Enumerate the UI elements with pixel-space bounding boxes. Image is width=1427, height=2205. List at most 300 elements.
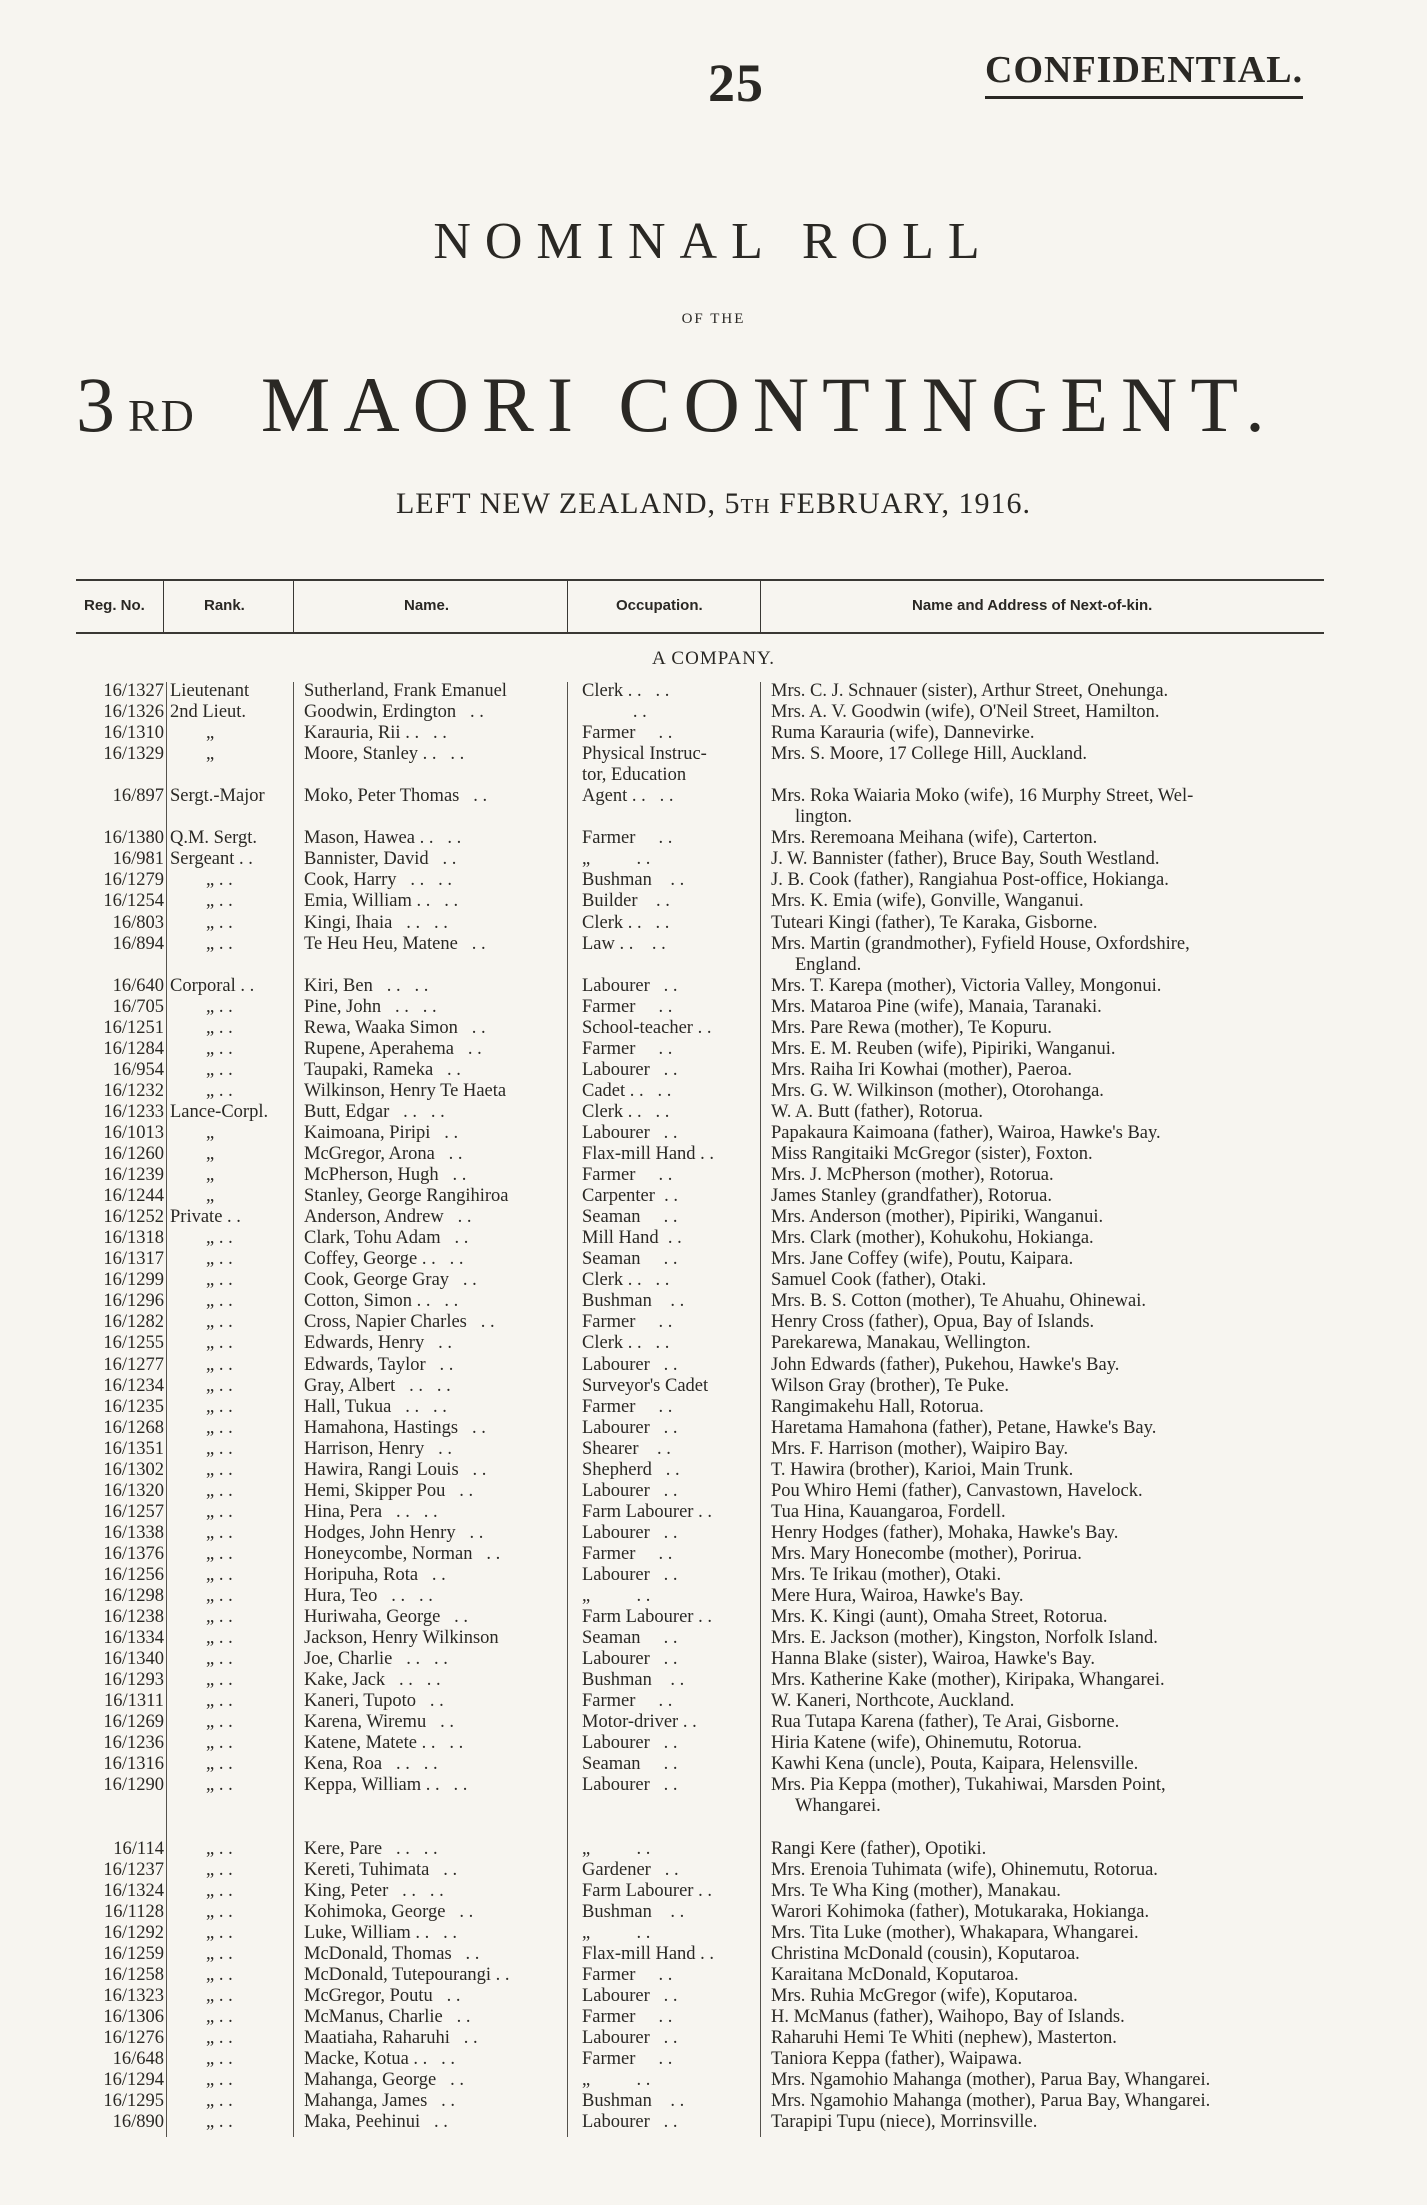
next-of-kin-cell-continuation: Whangarei.: [795, 1796, 881, 1817]
occupation-cell: [582, 1628, 742, 1649]
next-of-kin-cell: [771, 870, 1339, 891]
table-row: [0, 702, 1427, 723]
occupation-cell: [582, 1397, 742, 1418]
next-of-kin-cell-text: Christina McDonald (cousin), Koputaroa.: [771, 1943, 1080, 1964]
next-of-kin-cell: [771, 1270, 1339, 1291]
table-row: [0, 1754, 1427, 1775]
reg-number-cell: [72, 1460, 164, 1481]
rank-cell-text: „: [206, 1186, 215, 1207]
next-of-kin-cell-text: Taniora Keppa (father), Waipawa.: [771, 2049, 1023, 2069]
name-cell-text: Te Heu Heu, Matene . .: [304, 933, 486, 954]
rank-cell-text: Corporal . .: [170, 975, 255, 996]
rank-cell-text: „ . .: [206, 1901, 233, 1922]
occupation-cell: [582, 1881, 742, 1902]
name-cell-text: Macke, Kotua . . . .: [304, 2049, 456, 2069]
table-row: [0, 976, 1427, 997]
rank-cell: [170, 2049, 290, 2070]
name-cell: [304, 1186, 564, 1207]
reg-number-cell: [72, 934, 164, 976]
next-of-kin-cell: [771, 1881, 1339, 1902]
name-cell-text: Taupaki, Rameka . .: [304, 1059, 461, 1080]
reg-number-cell: [72, 2028, 164, 2049]
rank-cell-text: „ . .: [206, 1249, 233, 1270]
occupation-cell-text: „ . .: [582, 2070, 651, 2091]
occupation-cell-text: Surveyor's Cadet: [582, 1375, 709, 1396]
next-of-kin-cell-continuation: lington.: [795, 807, 853, 828]
name-cell-text: Edwards, Henry . .: [304, 1333, 452, 1354]
reg-number-cell: [72, 1270, 164, 1291]
table-row: [0, 891, 1427, 912]
next-of-kin-cell-text: Henry Cross (father), Opua, Bay of Islands.: [771, 1312, 1095, 1333]
reg-number-cell: [72, 849, 164, 870]
reg-number-cell: [72, 1923, 164, 1944]
rank-cell: [170, 723, 290, 744]
occupation-cell: [582, 1923, 742, 1944]
occupation-cell: [582, 2070, 742, 2091]
occupation-cell-text: Farmer . .: [582, 1038, 673, 1059]
name-cell-text: Kohimoka, George . .: [304, 1901, 474, 1922]
reg-number-cell: [72, 1249, 164, 1270]
reg-number-cell-text: 16/1324: [103, 1880, 164, 1901]
reg-number-cell-text: 16/1239: [103, 1165, 164, 1186]
next-of-kin-cell: [771, 1312, 1339, 1333]
header-divider: [293, 580, 294, 632]
reg-number-cell-text: 16/1255: [103, 1333, 164, 1354]
reg-number-cell: [72, 891, 164, 912]
rank-cell: [170, 1144, 290, 1165]
next-of-kin-cell: [771, 1291, 1339, 1312]
rank-cell: [170, 1186, 290, 1207]
occupation-cell: [582, 1312, 742, 1333]
reg-number-cell: [72, 2091, 164, 2112]
name-cell: [304, 786, 564, 828]
name-cell: [304, 681, 564, 702]
next-of-kin-cell: [771, 744, 1339, 786]
table-row: [0, 2091, 1427, 2112]
rank-cell: [170, 1544, 290, 1565]
occupation-cell-text: „ . .: [582, 849, 651, 870]
reg-number-cell-text: 16/1268: [103, 1417, 164, 1438]
name-cell-text: Kiri, Ben . . . .: [304, 975, 429, 996]
reg-number-cell-text: 16/1327: [103, 681, 164, 701]
name-cell: [304, 2091, 564, 2112]
reg-number-cell: [72, 1060, 164, 1081]
table-row: [0, 1481, 1427, 1502]
next-of-kin-cell-text: Papakaura Kaimoana (father), Wairoa, Hawke's Bay.: [771, 1122, 1161, 1143]
rank-cell-text: „ . .: [206, 1628, 233, 1649]
next-of-kin-cell-text: Mrs. E. M. Reuben (wife), Pipiriki, Wanganui.: [771, 1038, 1116, 1059]
reg-number-cell: [72, 1376, 164, 1397]
next-of-kin-cell-text: James Stanley (grandfather), Rotorua.: [771, 1186, 1053, 1207]
rank-cell: [170, 1376, 290, 1397]
rank-cell-text: Private . .: [170, 1207, 241, 1228]
occupation-cell-text: Clerk . . . .: [582, 912, 670, 933]
occupation-cell-text: Seaman . .: [582, 1249, 678, 1270]
reg-number-cell-text: 16/1294: [103, 2070, 164, 2091]
next-of-kin-cell: [771, 1986, 1339, 2007]
reg-number-cell: [72, 702, 164, 723]
next-of-kin-cell-text: Ruma Karauria (wife), Dannevirke.: [771, 723, 1035, 744]
next-of-kin-cell: [771, 1207, 1339, 1228]
name-cell-text: Sutherland, Frank Emanuel: [304, 681, 507, 701]
reg-number-cell: [72, 1418, 164, 1439]
name-cell: [304, 1586, 564, 1607]
occupation-cell: [582, 2007, 742, 2028]
rank-cell: [170, 1586, 290, 1607]
next-of-kin-cell: [771, 2091, 1339, 2112]
occupation-cell-text: Farmer . .: [582, 2006, 673, 2027]
name-cell-text: King, Peter . . . .: [304, 1880, 444, 1901]
rank-cell: [170, 1249, 290, 1270]
occupation-cell: [582, 1418, 742, 1439]
next-of-kin-cell: [771, 1712, 1339, 1733]
reg-number-cell: [72, 1733, 164, 1754]
reg-number-cell-text: 16/1292: [103, 1922, 164, 1943]
reg-number-cell-text: 16/1279: [103, 870, 164, 891]
reg-number-cell-text: 16/1233: [103, 1101, 164, 1122]
next-of-kin-cell: [771, 2070, 1339, 2091]
next-of-kin-cell-text: Mrs. Katherine Kake (mother), Kiripaka, Whangarei.: [771, 1670, 1165, 1691]
rank-cell-text: „ . .: [206, 2027, 233, 2048]
name-cell-text: Butt, Edgar . . . .: [304, 1101, 445, 1122]
occupation-cell-text: „ . .: [582, 1586, 651, 1607]
next-of-kin-cell: [771, 786, 1339, 828]
occupation-cell-text: Labourer . .: [582, 2027, 678, 2048]
contingent-title: [76, 360, 1278, 450]
name-cell-text: Kena, Roa . . . .: [304, 1754, 438, 1775]
occupation-cell: [582, 1249, 742, 1270]
table-row: [0, 1502, 1427, 1523]
name-cell: [304, 1060, 564, 1081]
of-the-line: OF THE: [681, 311, 746, 327]
table-row: [0, 1839, 1427, 1860]
contingent-name: MAORI CONTINGENT.: [260, 361, 1278, 448]
rank-cell-text: „ . .: [206, 2049, 233, 2069]
reg-number-cell-text: 16/1323: [103, 1985, 164, 2006]
occupation-cell-text: Clerk . . . .: [582, 1101, 670, 1122]
occupation-cell: [582, 891, 742, 912]
occupation-cell: [582, 1333, 742, 1354]
next-of-kin-cell-text: Mrs. Raiha Iri Kowhai (mother), Paeroa.: [771, 1059, 1073, 1080]
departure-line: [0, 487, 1427, 521]
table-row: [0, 1775, 1427, 1817]
name-cell: [304, 1965, 564, 1986]
name-cell: [304, 1839, 564, 1860]
name-cell: [304, 1312, 564, 1333]
occupation-cell-text: Labourer . .: [582, 1564, 678, 1585]
occupation-cell: [582, 849, 742, 870]
occupation-cell-text: Labourer . .: [582, 1417, 678, 1438]
table-row: [0, 1860, 1427, 1881]
name-cell: [304, 1123, 564, 1144]
rank-cell-text: „ . .: [206, 1396, 233, 1417]
occupation-cell: [582, 1712, 742, 1733]
name-cell-text: Gray, Albert . . . .: [304, 1375, 451, 1396]
name-cell: [304, 2028, 564, 2049]
reg-number-cell-text: 16/1260: [103, 1144, 164, 1165]
next-of-kin-cell: [771, 849, 1339, 870]
reg-number-cell-text: 16/1329: [103, 744, 164, 765]
reg-number-cell: [72, 1312, 164, 1333]
header-rank: Rank.: [204, 597, 245, 614]
rank-cell-text: „ . .: [206, 1691, 233, 1712]
occupation-cell: [582, 1460, 742, 1481]
next-of-kin-cell: [771, 1249, 1339, 1270]
reg-number-cell-text: 16/1376: [103, 1543, 164, 1564]
rank-cell-text: „: [206, 744, 215, 765]
name-cell-text: McManus, Charlie . .: [304, 2006, 471, 2027]
table-row: [0, 2070, 1427, 2091]
next-of-kin-cell-text: Rua Tutapa Karena (father), Te Arai, Gisborne.: [771, 1712, 1120, 1733]
next-of-kin-cell-text: John Edwards (father), Pukehou, Hawke's Bay.: [771, 1354, 1120, 1375]
occupation-cell-text: Agent . . . .: [582, 786, 674, 807]
next-of-kin-cell-text: W. Kaneri, Northcote, Auckland.: [771, 1691, 1015, 1712]
name-cell: [304, 1712, 564, 1733]
name-cell-text: Hawira, Rangi Louis . .: [304, 1459, 487, 1480]
next-of-kin-cell: [771, 2007, 1339, 2028]
next-of-kin-cell: [771, 723, 1339, 744]
reg-number-cell-text: 16/1258: [103, 1964, 164, 1985]
table-row: [0, 1923, 1427, 1944]
table-row: [0, 1628, 1427, 1649]
rank-cell: [170, 1333, 290, 1354]
next-of-kin-cell-text: Mrs. Tita Luke (mother), Whakapara, Whangarei.: [771, 1922, 1139, 1943]
header-divider: [163, 580, 164, 632]
occupation-cell-text: Mill Hand . .: [582, 1228, 682, 1249]
name-cell-text: Hemi, Skipper Pou . .: [304, 1480, 474, 1501]
name-cell: [304, 1249, 564, 1270]
occupation-cell: [582, 1039, 742, 1060]
rank-cell: [170, 1270, 290, 1291]
occupation-cell-text: Farmer . .: [582, 828, 673, 849]
rank-cell-text: „ . .: [206, 2006, 233, 2027]
rank-cell: [170, 976, 290, 997]
name-cell: [304, 828, 564, 849]
rank-cell-text: „ . .: [206, 1080, 233, 1101]
reg-number-cell: [72, 1481, 164, 1502]
next-of-kin-cell: [771, 997, 1339, 1018]
rank-cell-text: „ . .: [206, 1038, 233, 1059]
rank-cell-text: „ . .: [206, 1754, 233, 1775]
occupation-cell: [582, 786, 742, 828]
name-cell-text: Edwards, Taylor . .: [304, 1354, 454, 1375]
next-of-kin-cell: [771, 1018, 1339, 1039]
rank-cell-text: „ . .: [206, 1838, 233, 1859]
rank-cell: [170, 1102, 290, 1123]
name-cell-text: Kaneri, Tupoto . .: [304, 1691, 444, 1712]
rank-cell: [170, 702, 290, 723]
reg-number-cell: [72, 744, 164, 786]
rank-cell-text: „ . .: [206, 891, 233, 912]
occupation-cell: [582, 1544, 742, 1565]
occupation-cell-text: Labourer . .: [582, 1985, 678, 2006]
reg-number-cell-text: 16/1251: [103, 1017, 164, 1038]
reg-number-cell: [72, 1523, 164, 1544]
next-of-kin-cell: [771, 1607, 1339, 1628]
next-of-kin-cell-text: Tarapipi Tupu (niece), Morrinsville.: [771, 2112, 1038, 2133]
next-of-kin-cell-text: Mrs. Roka Waiaria Moko (wife), 16 Murphy Street, Wel-: [771, 786, 1194, 807]
rank-cell: [170, 1523, 290, 1544]
name-cell: [304, 2112, 564, 2133]
name-cell-text: Emia, William . . . .: [304, 891, 459, 912]
name-cell-text: Karauria, Rii . . . .: [304, 723, 447, 744]
rank-cell: [170, 1460, 290, 1481]
name-cell: [304, 1733, 564, 1754]
occupation-cell-text: Farmer . .: [582, 723, 673, 744]
reg-number-cell-text: 16/1316: [103, 1754, 164, 1775]
rank-cell-text: „ . .: [206, 1943, 233, 1964]
rank-cell: [170, 2070, 290, 2091]
table-row: [0, 1081, 1427, 1102]
table-row: [0, 1355, 1427, 1376]
next-of-kin-cell: [771, 1481, 1339, 1502]
header-occupation: Occupation.: [616, 597, 703, 614]
rank-cell-text: „ . .: [206, 1522, 233, 1543]
table-header-top-rule: [76, 579, 1324, 581]
reg-number-cell-text: 16/1256: [103, 1564, 164, 1585]
reg-number-cell-text: 16/894: [112, 933, 164, 954]
next-of-kin-cell: [771, 1102, 1339, 1123]
reg-number-cell-text: 16/803: [112, 912, 164, 933]
occupation-cell: [582, 1481, 742, 1502]
reg-number-cell: [72, 1355, 164, 1376]
next-of-kin-cell-text: Mere Hura, Wairoa, Hawke's Bay.: [771, 1586, 1024, 1607]
occupation-cell: [582, 1102, 742, 1123]
table-row: [0, 1460, 1427, 1481]
reg-number-cell-text: 16/1340: [103, 1649, 164, 1670]
rank-cell: [170, 2028, 290, 2049]
rank-cell-text: „ . .: [206, 1354, 233, 1375]
table-row: [0, 1439, 1427, 1460]
table-row: [0, 1691, 1427, 1712]
rank-cell: [170, 1902, 290, 1923]
occupation-cell: [582, 1965, 742, 1986]
name-cell-text: Hodges, John Henry . .: [304, 1522, 484, 1543]
table-row: [0, 2049, 1427, 2070]
name-cell-text: Joe, Charlie . . . .: [304, 1649, 448, 1670]
reg-number-cell-text: 16/890: [112, 2112, 164, 2133]
next-of-kin-cell: [771, 1670, 1339, 1691]
rank-cell-text: „ . .: [206, 996, 233, 1017]
reg-number-cell: [72, 997, 164, 1018]
rank-cell: [170, 1291, 290, 1312]
name-cell: [304, 1607, 564, 1628]
rank-cell: [170, 891, 290, 912]
next-of-kin-cell-text: Mrs. Ruhia McGregor (wife), Koputaroa.: [771, 1985, 1078, 2006]
table-row: [0, 1102, 1427, 1123]
reg-number-cell: [72, 1291, 164, 1312]
occupation-cell: [582, 681, 742, 702]
rank-cell: [170, 1986, 290, 2007]
next-of-kin-cell: [771, 1439, 1339, 1460]
next-of-kin-cell-text: Mrs. E. Jackson (mother), Kingston, Norfolk Island.: [771, 1628, 1158, 1649]
name-cell: [304, 976, 564, 997]
occupation-cell-text: Law . . . .: [582, 933, 666, 954]
rank-cell-text: „ . .: [206, 2070, 233, 2091]
reg-number-cell: [72, 976, 164, 997]
name-cell: [304, 2049, 564, 2070]
occupation-cell: [582, 744, 742, 786]
occupation-cell: [582, 1439, 742, 1460]
rank-cell: [170, 849, 290, 870]
rank-cell-text: „ . .: [206, 1859, 233, 1880]
table-row: [0, 786, 1427, 828]
reg-number-cell-text: 16/1238: [103, 1607, 164, 1628]
name-cell-text: Harrison, Henry . .: [304, 1438, 452, 1459]
name-cell-text: Kake, Jack . . . .: [304, 1670, 441, 1691]
rank-cell-text: Sergeant . .: [170, 849, 253, 870]
name-cell: [304, 870, 564, 891]
rank-cell-text: „ . .: [206, 1607, 233, 1628]
reg-number-cell-text: 16/1334: [103, 1628, 164, 1649]
next-of-kin-cell-text: T. Hawira (brother), Karioi, Main Trunk.: [771, 1459, 1074, 1480]
company-heading: A COMPANY.: [652, 648, 775, 669]
reg-number-cell-text: 16/1299: [103, 1270, 164, 1291]
reg-number-cell-text: 16/1244: [103, 1186, 164, 1207]
reg-number-cell: [72, 723, 164, 744]
rank-cell: [170, 1691, 290, 1712]
rank-cell: [170, 1018, 290, 1039]
next-of-kin-cell: [771, 1944, 1339, 1965]
occupation-cell: [582, 2112, 742, 2133]
next-of-kin-cell-text: Mrs. G. W. Wilkinson (mother), Otorohanga.: [771, 1080, 1104, 1101]
table-row: [0, 1376, 1427, 1397]
occupation-cell-text: Farmer . .: [582, 1312, 673, 1333]
occupation-cell-text: Clerk . . . .: [582, 681, 670, 701]
name-cell-text: Mahanga, George . .: [304, 2070, 464, 2091]
next-of-kin-cell-text: Mrs. Anderson (mother), Pipiriki, Wanganui.: [771, 1207, 1104, 1228]
table-row: [0, 2007, 1427, 2028]
occupation-cell: [582, 913, 742, 934]
header-next-of-kin: Name and Address of Next-of-kin.: [912, 597, 1153, 614]
name-cell-text: Goodwin, Erdington . .: [304, 702, 484, 723]
rank-cell-text: „: [206, 1165, 215, 1186]
name-cell: [304, 1081, 564, 1102]
table-row: [0, 870, 1427, 891]
reg-number-cell: [72, 1986, 164, 2007]
occupation-cell-text: Carpenter . .: [582, 1186, 679, 1207]
table-row: [0, 1418, 1427, 1439]
reg-number-cell: [72, 1544, 164, 1565]
name-cell: [304, 1628, 564, 1649]
next-of-kin-cell: [771, 891, 1339, 912]
reg-number-cell: [72, 1881, 164, 1902]
reg-number-cell: [72, 1333, 164, 1354]
name-cell-text: McGregor, Poutu . .: [304, 1985, 461, 2006]
reg-number-cell: [72, 1186, 164, 1207]
occupation-cell: [582, 1376, 742, 1397]
occupation-cell-text: Farmer . .: [582, 996, 673, 1017]
occupation-cell-text: Flax-mill Hand . .: [582, 1144, 715, 1165]
reg-number-cell: [72, 1081, 164, 1102]
reg-number-cell-text: 16/1282: [103, 1312, 164, 1333]
next-of-kin-cell: [771, 1860, 1339, 1881]
rank-cell-text: „ . .: [206, 1312, 233, 1333]
reg-number-cell-text: 16/1326: [103, 702, 164, 723]
rank-cell: [170, 1712, 290, 1733]
reg-number-cell-text: 16/1317: [103, 1249, 164, 1270]
next-of-kin-cell-text: W. A. Butt (father), Rotorua.: [771, 1101, 984, 1122]
next-of-kin-cell-text: Mrs. S. Moore, 17 College Hill, Auckland.: [771, 744, 1088, 765]
next-of-kin-cell: [771, 1923, 1339, 1944]
name-cell-text: Horipuha, Rota . .: [304, 1564, 446, 1585]
occupation-cell-text: Labourer . .: [582, 1480, 678, 1501]
rank-cell: [170, 681, 290, 702]
occupation-cell-text: Labourer . .: [582, 1522, 678, 1543]
rank-cell: [170, 1397, 290, 1418]
occupation-cell: [582, 2049, 742, 2070]
next-of-kin-cell: [771, 1333, 1339, 1354]
